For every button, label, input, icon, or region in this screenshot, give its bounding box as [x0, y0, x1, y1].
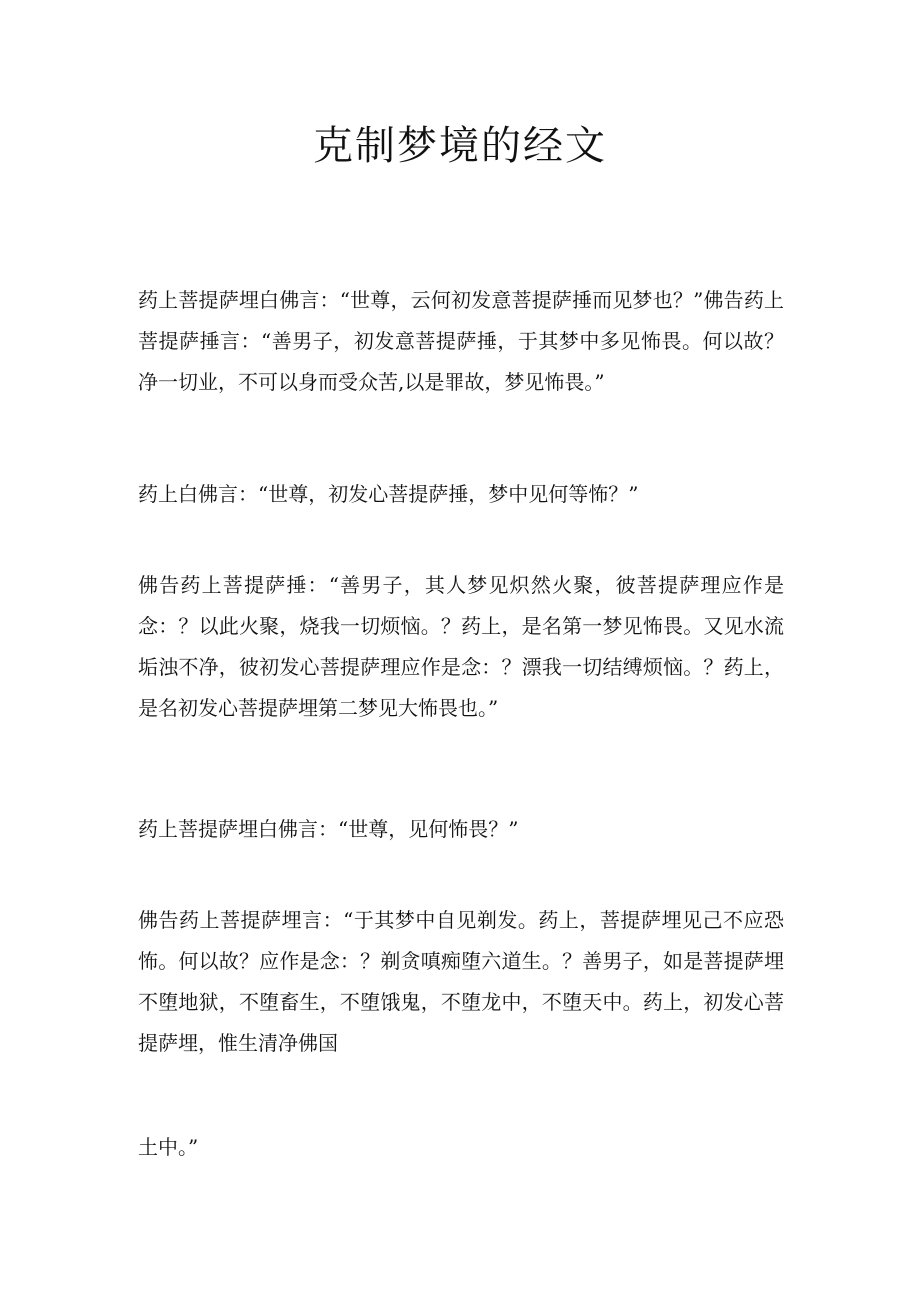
- page-title: 克制梦境的经文: [313, 123, 607, 169]
- paragraph-6: 土中。”: [138, 1135, 199, 1159]
- paragraph-5: 佛告药上菩提萨埋言：“于其梦中自见剃发。药上，菩提萨埋见己不应恐怖。何以故？应作是念：？剃贪嗔痴堕六道生。？善男子，如是菩提萨埋不堕地狱，不堕畜生，不堕饿鬼，不堕龙中，不堕天中。药上，初发心菩提萨埋，惟生清净佛国: [138, 908, 784, 1055]
- paragraph-2: 药上白佛言：“世尊，初发心菩提萨捶，梦中见何等怖？”: [138, 482, 639, 506]
- paragraph-1: 药上菩提萨埋白佛言：“世尊，云何初发意菩提萨捶而见梦也？”佛告药上菩提萨捶言：“善男子，初发意菩提萨捶，于其梦中多见怖畏。何以故？净一切业，不可以身而受众苦,以是罪故，梦见怖畏。”: [138, 288, 784, 394]
- paragraph-4: 药上菩提萨埋白佛言：“世尊，见何怖畏？”: [138, 817, 519, 841]
- paragraph-3: 佛告药上菩提萨捶：“善男子，其人梦见炽然火聚，彼菩提萨理应作是念：？以此火聚，烧我一切烦恼。？药上，是名第一梦见怖畏。又见水流垢浊不净，彼初发心菩提萨理应作是念：？漂我一切结缚烦恼。？药上，是名初发心菩提萨埋第二梦见大怖畏也。”: [138, 573, 784, 720]
